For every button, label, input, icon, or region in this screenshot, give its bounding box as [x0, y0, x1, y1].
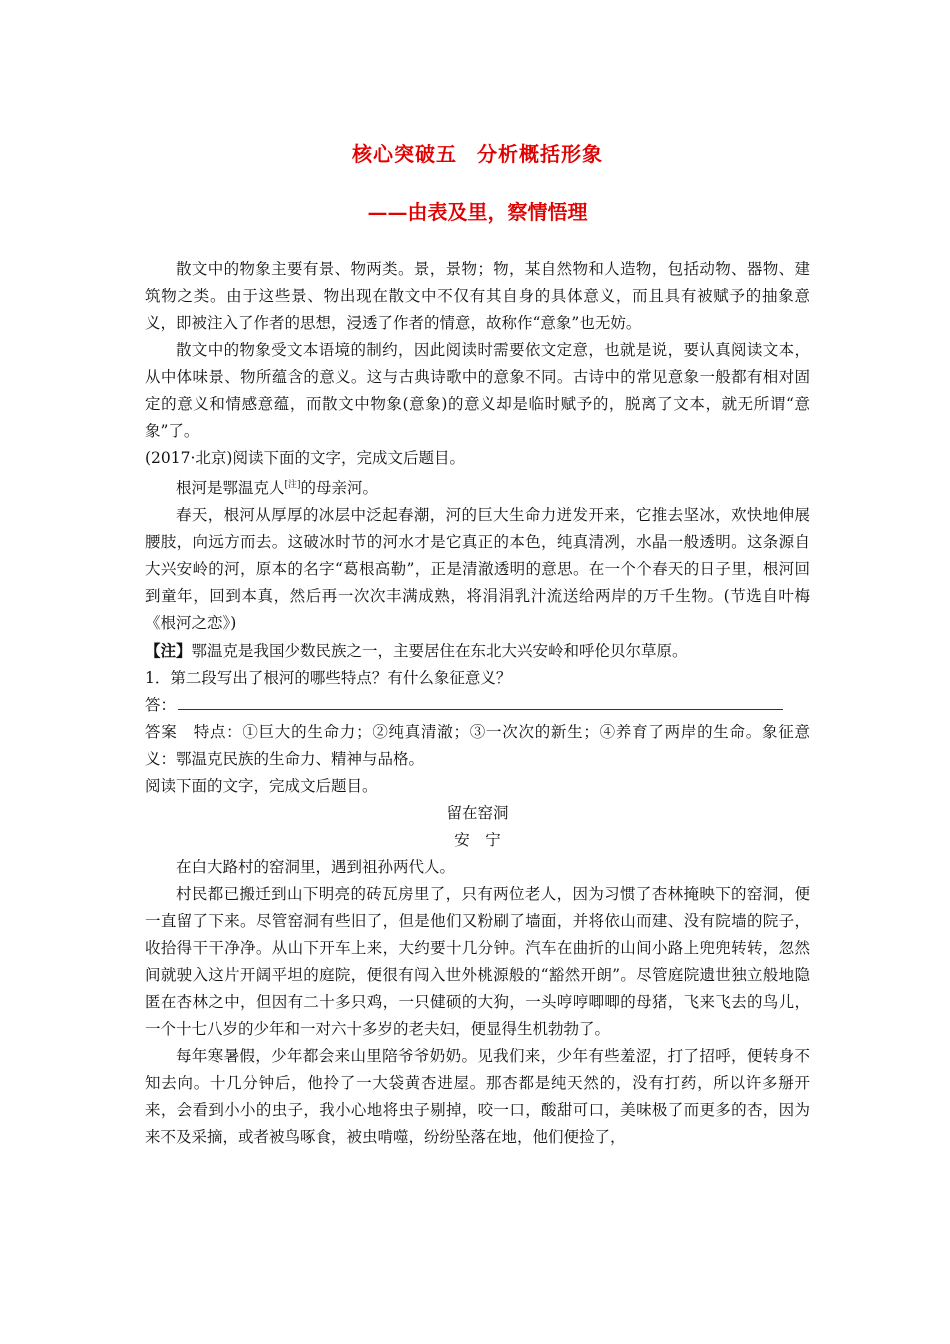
- excerpt-p1-after: 的母亲河。: [300, 479, 379, 498]
- question-1: 1．第二段写出了根河的哪些特点？有什么象征意义？: [145, 669, 512, 688]
- note-marker: [注]: [284, 480, 301, 490]
- footnote-tag: 【注】: [145, 641, 192, 661]
- example-intro: (2017·北京)阅读下面的文字，完成文后题目。: [145, 449, 465, 467]
- intro-paragraph-2: 散文中的物象受文本语境的制约，因此阅读时需要依文定意，也就是说，要认真阅读文本，从中体味景、物所蕴含的意义。这与古典诗歌中的意象不同。古诗中的常见意象一般都有相对固定的意义和情感意蕴，而散文中物象(意象)的意义却是临时赋予的，脱离了文本，就无所谓“意象”了。: [145, 341, 810, 440]
- article-author: 安 宁: [454, 831, 501, 850]
- document-body: [145, 256, 810, 1151]
- footnote: [145, 637, 810, 665]
- intro-paragraph-1: 散文中的物象主要有景、物两类。景，景物；物，某自然物和人造物，包括动物、器物、建筑物之类。由于这些景、物出现在散文中不仅有其自身的具体意义，而且具有被赋予的抽象意义，即被注入了作者的思想，浸透了作者的情意，故称作“意象”也无妨。: [145, 260, 810, 332]
- answer-key: 答案 特点：①巨大的生命力；②纯真清澈；③一次次的新生；④养育了两岸的生命。象征意义：鄂温克民族的生命力、精神与品格。: [145, 723, 810, 769]
- answer-prompt: 答：: [145, 696, 177, 715]
- excerpt-paragraph-2: 春天，根河从厚厚的冰层中泛起春潮，河的巨大生命力迸发开来，它推去坚冰，欢快地伸展腰肢，向远方而去。这破冰时节的河水才是它真正的本色，纯真清冽，水晶一般透明。这条源自大兴安岭的河，原本的名字“葛根高勒”，正是清澈透明的意思。在一个个春天的日子里，根河回到童年，回到本真，然后再一次次丰满成熟，将涓涓乳汁流送给两岸的万千生物。(节选自叶梅《根河之恋》): [145, 506, 810, 633]
- reading-intro: 阅读下面的文字，完成文后题目。: [145, 777, 378, 796]
- excerpt-p1-before: 根河是鄂温克人: [176, 479, 285, 498]
- article-paragraph-1: 在白大路村的窑洞里，遇到祖孙两代人。: [176, 858, 456, 877]
- article-paragraph-3: 每年寒暑假，少年都会来山里陪爷爷奶奶。见我们来，少年有些羞涩，打了招呼，便转身不知去向。十几分钟后，他拎了一大袋黄杏进屋。那杏都是纯天然的，没有打药，所以许多掰开来，会看到小小的虫子，我小心地将虫子剔掉，咬一口，酸甜可口，美味极了而更多的杏，因为来不及采摘，或者被鸟啄食，被虫啃噬，纷纷坠落在地，他们便捡了，: [145, 1047, 810, 1147]
- page-subtitle: ——由表及里，察情悟理: [367, 200, 588, 224]
- title-part-1: 核心突破五: [352, 142, 457, 166]
- title-part-2: 分析概括形象: [477, 142, 603, 166]
- answer-line: [145, 692, 810, 719]
- excerpt-paragraph-1: [145, 472, 810, 502]
- article-title: 留在窑洞: [446, 804, 509, 823]
- page-title: [145, 140, 810, 168]
- footnote-text: 鄂温克是我国少数民族之一，主要居住在东北大兴安岭和呼伦贝尔草原。: [191, 642, 688, 661]
- document-page: [145, 140, 810, 1151]
- answer-blank[interactable]: [178, 693, 783, 710]
- article-paragraph-2: 村民都已搬迁到山下明亮的砖瓦房里了，只有两位老人，因为习惯了杏林掩映下的窑洞，便一直留了下来。尽管窑洞有些旧了，但是他们又粉刷了墙面，并将依山而建、没有院墙的院子，收拾得干干净净。从山下开车上来，大约要十几分钟。汽车在曲折的山间小路上兜兜转转，忽然间就驶入这片开阔平坦的庭院，便很有闯入世外桃源般的“豁然开朗”。尽管庭院遗世独立般地隐匿在杏林之中，但因有二十多只鸡，一只健硕的大狗，一头哼哼唧唧的母猪，飞来飞去的鸟儿，一个十七八岁的少年和一对六十多岁的老夫妇，便显得生机勃勃了。: [145, 885, 810, 1039]
